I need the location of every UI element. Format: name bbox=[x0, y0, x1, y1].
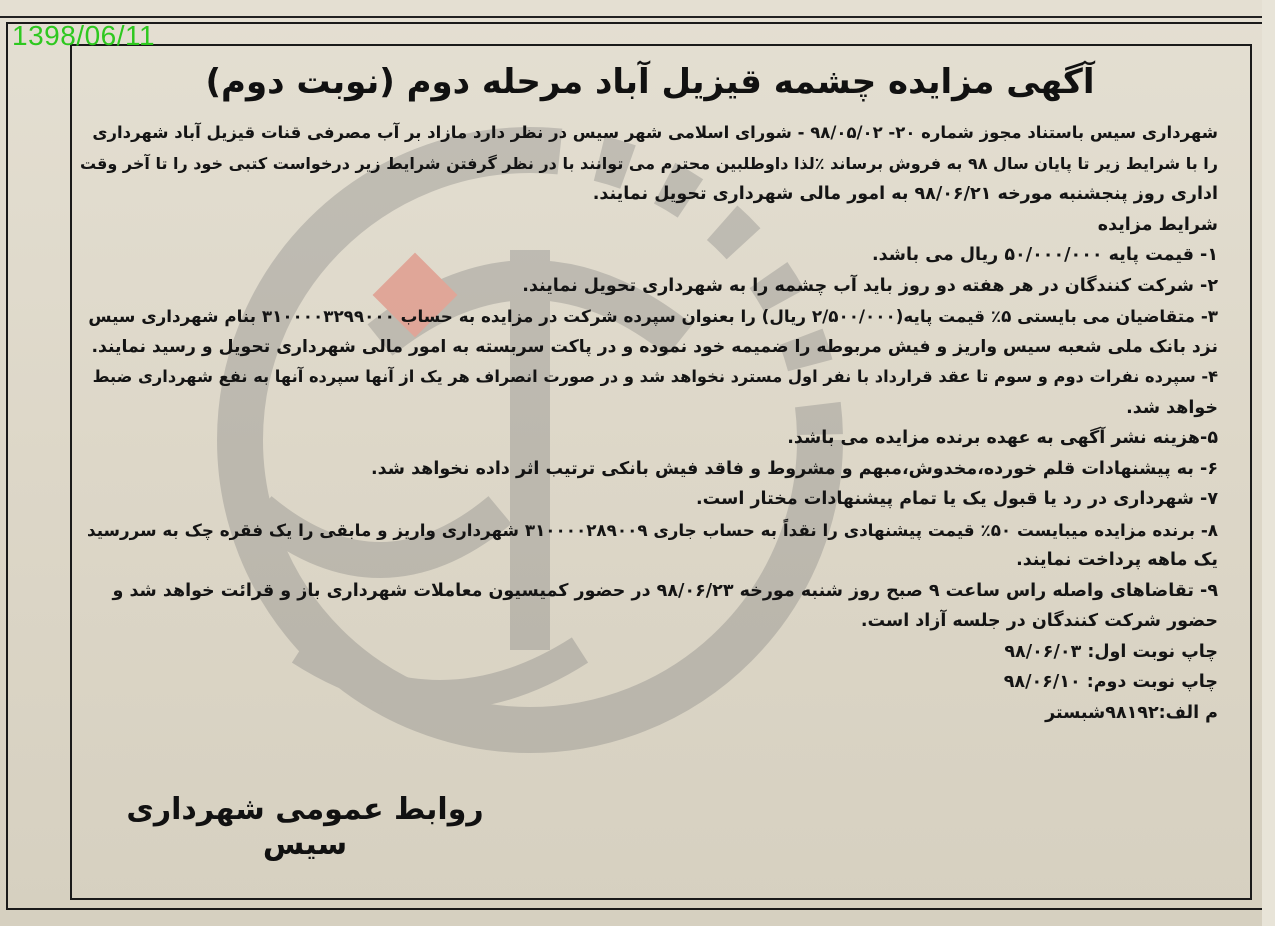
condition-line: ۱- قیمت پایه ۵۰/۰۰۰/۰۰۰ ریال می باشد. bbox=[872, 245, 1218, 265]
condition-line: خواهد شد. bbox=[1126, 397, 1218, 418]
ad-title: آگهی مزایده چشمه قیزیل آباد مرحله دوم (نوبت دوم) bbox=[205, 62, 1095, 102]
condition-line: حضور شرکت کنندگان در جلسه آزاد است. bbox=[860, 611, 1218, 631]
page-edge bbox=[1262, 0, 1275, 926]
condition-line: ۵-هزینه نشر آگهی به عهده برنده مزایده می باشد. bbox=[787, 428, 1218, 448]
condition-line: ۲- شرکت کنندگان در هر هفته دو روز باید آب چشمه را به شهرداری تحویل نمایند. bbox=[522, 275, 1218, 296]
condition-line: نزد بانک ملی شعبه سیس واریز و فیش مربوطه را ضمیمه خود نموده و در پاکت سربسته به امور مالی شهرداری تحویل و رسید نمایند. bbox=[91, 336, 1218, 357]
condition-line: ۳- متقاضیان می بایستی ۵٪ قیمت پایه(۲/۵۰۰/۰۰۰ ریال) را بعنوان سپرده شرکت در مزایده به حساب ۳۱۰۰۰۰۳۲۹۹۰۰۰ بنام شهرداری سیس bbox=[88, 306, 1218, 326]
condition-line: ۴- سپرده نفرات دوم و سوم تا عقد قرارداد با نفر اول مسترد نخواهد شد و در صورت انصراف هر یک از آنها سپرده آنها به نفع شهرداری ضبط bbox=[92, 367, 1218, 386]
condition-line: ۷- شهرداری در رد یا قبول یک یا تمام پیشنهادات مختار است. bbox=[695, 489, 1218, 509]
date-stamp: 1398/06/11 bbox=[12, 20, 156, 51]
print-date-first: چاپ نوبت اول: ۹۸/۰۶/۰۳ bbox=[1004, 641, 1218, 662]
intro-line: را با شرایط زیر تا پایان سال ۹۸ به فروش برساند ٪لذا داوطلبین محترم می توانند با در نظر گرفتن شرایط زیر درخواست کتبی خود را تا آخر وقت bbox=[79, 153, 1218, 173]
reference-number: م الف:۹۸۱۹۲شبستر bbox=[1045, 702, 1218, 723]
condition-line: ۶- به پیشنهادات قلم خورده،مخدوش،مبهم و مشروط و فاقد فیش بانکی ترتیب اثر داده نخواهد شد. bbox=[371, 458, 1218, 479]
intro-line: اداری روز پنجشنبه مورخه ۹۸/۰۶/۲۱ به امور مالی شهرداری تحویل نمایند. bbox=[592, 184, 1218, 204]
conditions-heading: شرایط مزایده bbox=[1097, 214, 1218, 235]
condition-line: ۸- برنده مزایده میبایست ۵۰٪ قیمت پیشنهادی را نقداً به حساب جاری ۳۱۰۰۰۰۲۸۹۰۰۹ شهرداری واریز و مابقی را یک فقره چک به سررسید bbox=[87, 519, 1218, 540]
condition-line: یک ماهه پرداخت نمایند. bbox=[1016, 550, 1218, 570]
condition-line: ۹- تقاضاهای واصله راس ساعت ۹ صبح روز شنبه مورخه ۹۸/۰۶/۲۳ در حضور کمیسیون معاملات شهرداری باز و قرائت خواهد شد و bbox=[112, 580, 1218, 601]
print-date-second: چاپ نوبت دوم: ۹۸/۰۶/۱۰ bbox=[1003, 672, 1218, 692]
top-rule bbox=[0, 16, 1275, 18]
signature: روابط عمومی شهرداری سیس bbox=[126, 792, 484, 862]
ad-body bbox=[78, 118, 1218, 728]
intro-line: شهرداری سیس باستناد مجوز شماره ۲۰- ۹۸/۰۵/۰۲ - شورای اسلامی شهر سیس در نظر دارد مازاد بر آب مصرفی قنات قیزیل آباد شهرداری bbox=[92, 123, 1218, 142]
